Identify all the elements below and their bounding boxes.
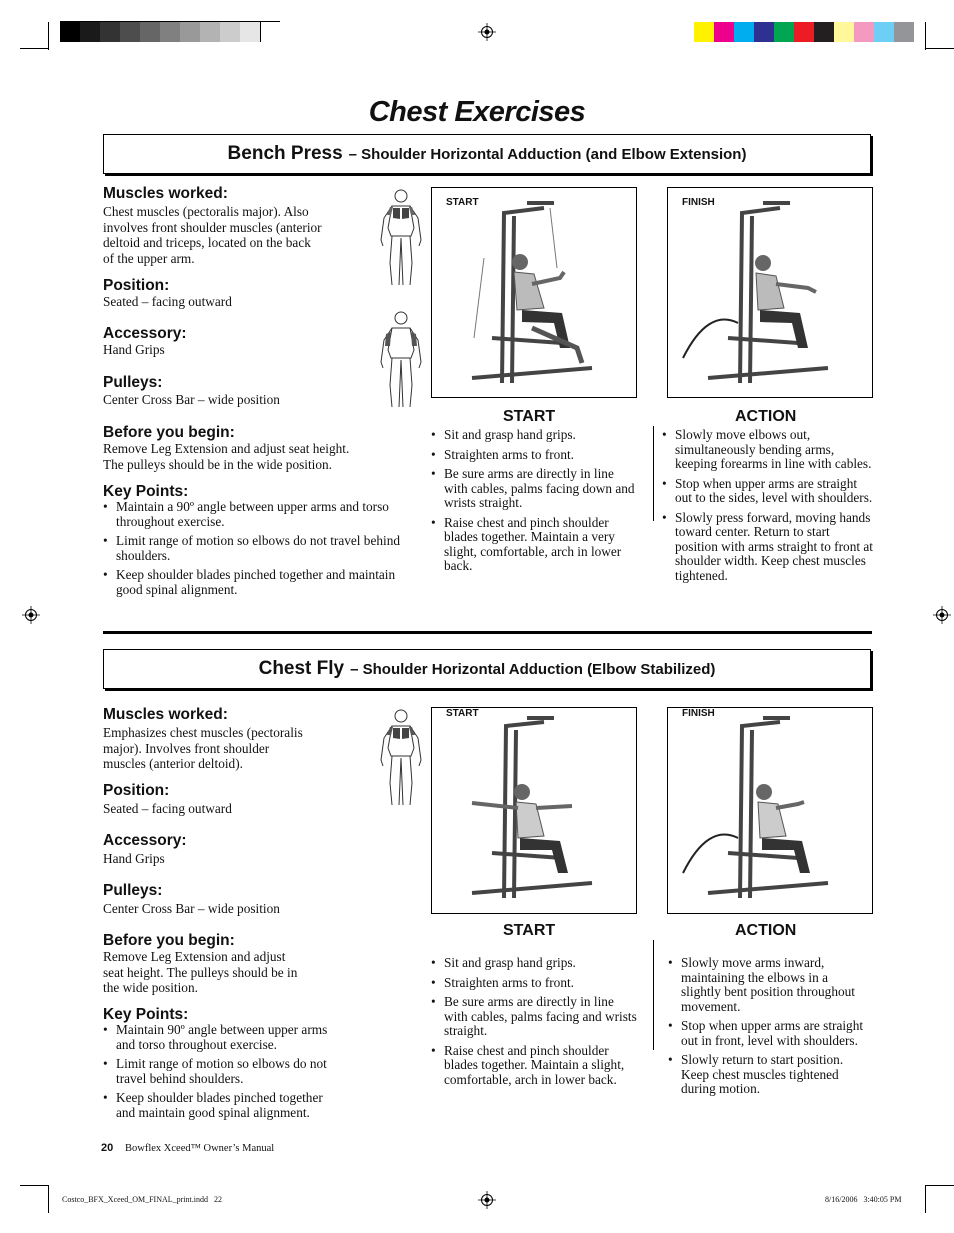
color-swatch — [754, 22, 774, 42]
registration-mark-icon — [22, 606, 40, 624]
list-item: • Limit range of motion so elbows do not travel behind shoulders. — [103, 534, 400, 563]
list-item: • Be sure arms are directly in line with cables, palms facing and wrists straight. — [431, 995, 640, 1039]
gray-swatch — [60, 22, 80, 42]
accessory-text: Hand Grips — [103, 851, 165, 866]
key-points-heading: Key Points: — [103, 483, 189, 500]
bench-press-header — [103, 134, 871, 174]
gray-swatch — [260, 22, 281, 42]
finish-photo: FINISH — [667, 187, 873, 398]
before-heading: Before you begin: — [103, 932, 235, 949]
crop-mark — [926, 48, 954, 49]
page-title: Chest Exercises — [368, 96, 586, 128]
muscles-heading: Muscles worked: — [103, 706, 228, 723]
color-swatch — [894, 22, 914, 42]
list-item: • Stop when upper arms are straight out to the sides, level with shoulders. — [662, 477, 874, 506]
page-number: 20 — [101, 1142, 114, 1154]
start-photo: START — [431, 707, 637, 914]
color-swatch — [794, 22, 814, 42]
pulleys-text: Center Cross Bar – wide position — [103, 392, 280, 407]
gray-swatch — [80, 22, 100, 42]
list-item: • Slowly move arms inward, maintaining the elbows in a slightly bent position throughout movement. — [668, 956, 868, 1014]
color-swatch — [694, 22, 714, 42]
start-steps-list — [431, 428, 638, 579]
exercise-machine-finish-image — [668, 188, 872, 397]
action-heading: ACTION — [735, 922, 797, 939]
list-item: • Maintain a 90º angle between upper arms and torso throughout exercise. — [103, 500, 400, 529]
exercise-subtitle: – Shoulder Horizontal Adduction (Elbow Stabilized) — [350, 660, 716, 678]
gray-swatch — [180, 22, 200, 42]
crop-mark — [926, 1185, 954, 1186]
file-slug: Costco_BFX_Xceed_OM_FINAL_print.indd 22 — [62, 1195, 222, 1204]
list-item: • Sit and grasp hand grips. — [431, 956, 640, 971]
accessory-heading: Accessory: — [103, 325, 187, 342]
list-item: • Slowly move elbows out, simultaneously bending arms, keeping forearms in line with cables. — [662, 428, 874, 472]
finish-photo: FINISH — [667, 707, 873, 914]
list-item: • Keep shoulder blades pinched together and maintain good spinal alignment. — [103, 568, 400, 597]
gray-swatch — [100, 22, 120, 42]
position-heading: Position: — [103, 782, 170, 799]
section-divider — [103, 631, 872, 634]
gray-swatch — [240, 22, 260, 42]
start-photo: START — [431, 187, 637, 398]
list-item: • Sit and grasp hand grips. — [431, 428, 638, 443]
list-item: • Straighten arms to front. — [431, 976, 640, 991]
list-item: • Stop when upper arms are straight out in front, level with shoulders. — [668, 1019, 868, 1048]
list-item: • Limit range of motion so elbows do not travel behind shoulders. — [103, 1057, 343, 1086]
color-swatch — [854, 22, 874, 42]
registration-mark-icon — [478, 1191, 496, 1209]
color-swatch — [874, 22, 894, 42]
start-heading: START — [503, 922, 556, 939]
crop-mark — [20, 48, 48, 49]
gray-swatch — [220, 22, 240, 42]
before-text: Remove Leg Extension and adjust seat height. The pulleys should be in the wide position. — [103, 441, 350, 472]
chest-fly-header — [103, 649, 871, 689]
color-swatch — [834, 22, 854, 42]
crop-mark — [925, 22, 926, 50]
color-swatch — [714, 22, 734, 42]
column-divider — [653, 426, 654, 521]
exercise-machine-start-image — [432, 708, 636, 913]
gray-swatch — [120, 22, 140, 42]
print-timestamp: 8/16/2006 3:40:05 PM — [825, 1195, 902, 1204]
list-item: • Keep shoulder blades pinched together and maintain good spinal alignment. — [103, 1091, 343, 1120]
crop-mark — [48, 1185, 49, 1213]
crop-mark — [925, 1185, 926, 1213]
muscles-heading: Muscles worked: — [103, 185, 228, 202]
start-heading: START — [503, 408, 556, 425]
pulleys-heading: Pulleys: — [103, 374, 163, 391]
list-item: • Raise chest and pinch shoulder blades together. Maintain a very slight, comfortable, arch in lower back. — [431, 516, 638, 574]
action-steps-list — [662, 428, 874, 588]
color-swatch — [814, 22, 834, 42]
pulleys-text: Center Cross Bar – wide position — [103, 901, 280, 916]
color-swatch — [734, 22, 754, 42]
key-points-heading: Key Points: — [103, 1006, 189, 1023]
gray-swatch — [200, 22, 220, 42]
crop-mark — [48, 22, 49, 50]
exercise-name: Bench Press — [227, 143, 343, 164]
list-item: • Be sure arms are directly in line with cables, palms facing down and wrists straight. — [431, 467, 638, 511]
list-item: • Slowly press forward, moving hands toward center. Return to start position with arms straight to front at shoulder width. Keep chest muscles tightened. — [662, 511, 874, 584]
color-swatch — [774, 22, 794, 42]
anatomy-back-icon — [378, 310, 424, 410]
gray-swatch — [140, 22, 160, 42]
before-heading: Before you begin: — [103, 424, 235, 441]
muscles-text: Chest muscles (pectoralis major). Also involves front shoulder muscles (anterior deltoid and triceps, located on the back of the upper arm. — [103, 204, 322, 266]
list-item: • Raise chest and pinch shoulder blades together. Maintain a slight, comfortable, arch in lower back. — [431, 1044, 640, 1088]
position-text: Seated – facing outward — [103, 801, 232, 816]
column-divider — [653, 940, 654, 1050]
muscles-text: Emphasizes chest muscles (pectoralis major). Involves front shoulder muscles (anterior deltoid). — [103, 725, 303, 771]
registration-mark-icon — [478, 23, 496, 41]
position-text: Seated – facing outward — [103, 294, 232, 309]
list-item: • Straighten arms to front. — [431, 448, 638, 463]
start-steps-list — [431, 956, 640, 1092]
action-heading: ACTION — [735, 408, 797, 425]
pulleys-heading: Pulleys: — [103, 882, 163, 899]
before-text: Remove Leg Extension and adjust seat height. The pulleys should be in the wide position. — [103, 949, 298, 995]
exercise-name: Chest Fly — [258, 658, 345, 679]
registration-mark-icon — [933, 606, 951, 624]
list-item: • Slowly return to start position. Keep chest muscles tightened during motion. — [668, 1053, 868, 1097]
key-points-list — [103, 1023, 343, 1125]
gray-swatch — [160, 22, 180, 42]
key-points-list — [103, 500, 400, 602]
anatomy-front-icon — [378, 188, 424, 288]
accessory-heading: Accessory: — [103, 832, 187, 849]
exercise-machine-start-image — [432, 188, 636, 397]
crop-mark — [20, 1185, 48, 1186]
list-item: • Maintain 90º angle between upper arms and torso throughout exercise. — [103, 1023, 343, 1052]
exercise-subtitle: – Shoulder Horizontal Adduction (and Elbow Extension) — [348, 145, 747, 163]
manual-title: Bowflex Xceed™ Owner’s Manual — [125, 1143, 275, 1154]
position-heading: Position: — [103, 277, 170, 294]
accessory-text: Hand Grips — [103, 342, 165, 357]
anatomy-front-icon — [378, 708, 424, 808]
action-steps-list — [668, 956, 868, 1102]
exercise-machine-finish-image — [668, 708, 872, 913]
